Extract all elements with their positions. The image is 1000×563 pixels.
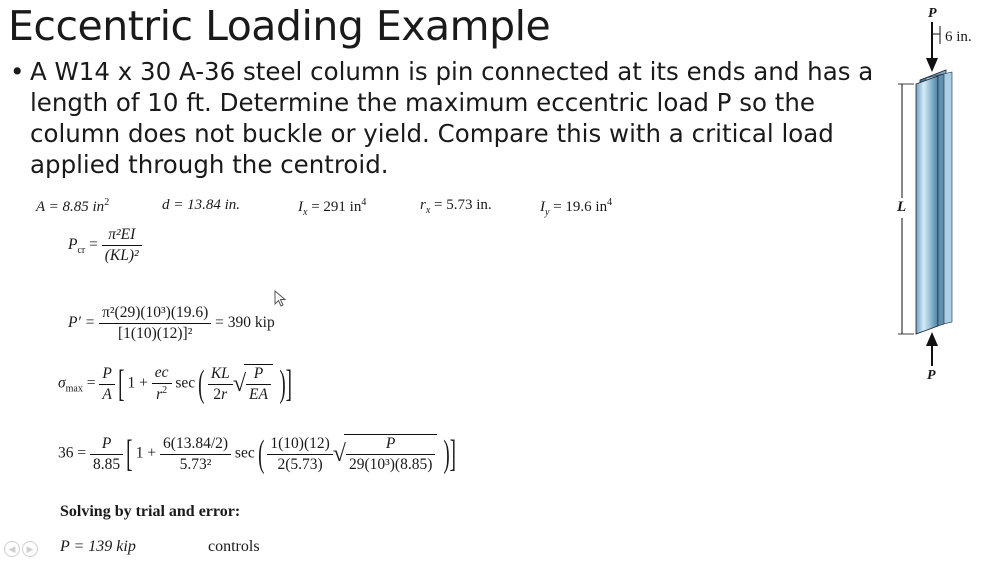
- bullet-point: •: [10, 57, 25, 86]
- critical-load-calc: P′ = $\frac{\text{π²(29)(10³)(19.6)}}{\text{[1(10)(12)]²}}$ = 390 kip: [68, 304, 275, 342]
- top-load-label: P: [928, 6, 937, 21]
- answer-value: P = 139 kip: [60, 538, 136, 555]
- prop-rx: $r_x = 5.73$ in.: [420, 197, 492, 216]
- problem-text: A W14 x 30 A-36 steel column is pin connected at its ends and has a length of 10 ft. Determine the maximum eccentric load P so the column does not buckle or yield. Compare this with a critical load applied through the centroid.: [30, 57, 874, 179]
- eccentricity-label: 6 in.: [945, 29, 972, 45]
- slide-nav-controls[interactable]: [4, 540, 40, 558]
- secant-formula: $\sigma_{max}$ = $\frac{P}{A}$ [ 1 + $\frac{ec}{r^2}$ sec( $\frac{KL}{2r}$ √ $\frac{P}{EA}$ )]: [58, 363, 292, 405]
- slide-title: Eccentric Loading Example: [8, 2, 551, 50]
- prop-ix: $I_x = 291$ $in^4$: [298, 197, 367, 218]
- column-diagram: [890, 0, 1000, 400]
- mouse-cursor-icon: [274, 290, 288, 308]
- solving-label: Solving by trial and error:: [60, 503, 241, 520]
- euler-formula: $P_{cr}$ = $\frac{\text{π²EI}}{\text{(KL)²}}$: [68, 226, 142, 265]
- critical-load-result: = 390 kip: [215, 314, 275, 332]
- critical-load-fraction: $\frac{\text{π²(29)(10³)(19.6)}}{\text{[1(10)(12)]²}}$: [99, 304, 211, 343]
- column-figure: [890, 0, 1000, 400]
- next-slide-icon[interactable]: ▶: [22, 541, 38, 557]
- bottom-load-label: P: [927, 368, 936, 383]
- length-label: L: [897, 199, 907, 215]
- euler-fraction: $\frac{\text{π²EI}}{\text{(KL)²}}$: [102, 226, 142, 265]
- prop-iy: $I_y = 19.6$ $in^4$: [540, 197, 613, 218]
- prop-depth: d = 13.84 in.: [162, 197, 241, 213]
- answer-note: controls: [208, 538, 260, 555]
- prev-slide-icon[interactable]: ◀: [4, 541, 20, 557]
- substituted-equation: 36 = $\frac{P}{8.85}$ [ 1 + $\frac{6(13.84/2)}{\text{5.73²}}$ sec( $\frac{1(10)(12)}{2(5.73)}$ √ $\frac{P}{\text{29(10³)(8.85)}}$ )]: [58, 433, 457, 475]
- answer-line: [60, 538, 260, 556]
- prop-area: A = 8.85 $in^2$: [36, 197, 110, 215]
